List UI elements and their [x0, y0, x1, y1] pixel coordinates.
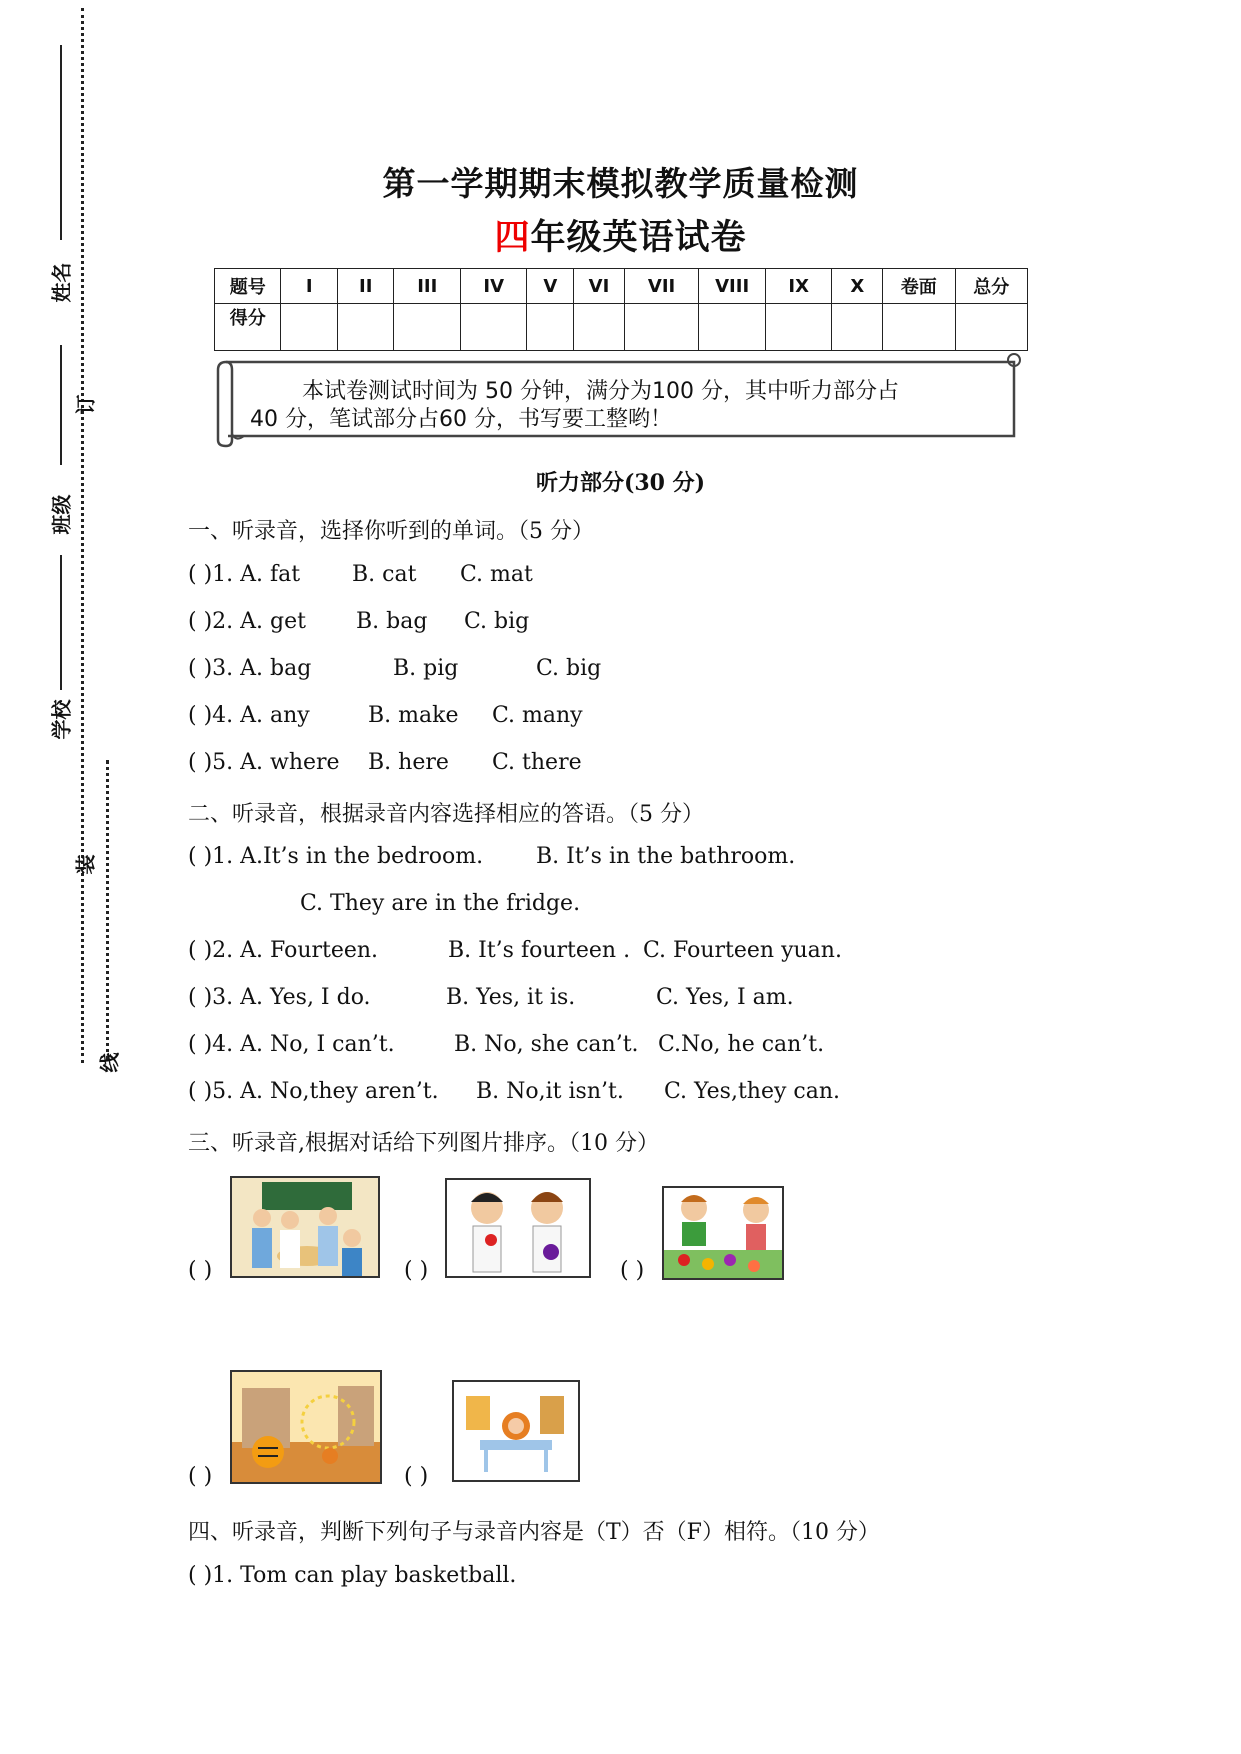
picture-tiger-room — [230, 1370, 382, 1484]
bind-label: 订 — [73, 394, 98, 415]
question-row — [188, 1079, 840, 1104]
score-cell[interactable] — [527, 304, 574, 351]
question-number: ( )3. A. Yes, I do. — [188, 985, 371, 1010]
question-row — [188, 985, 794, 1010]
question-number: ( )2. A. get — [188, 609, 306, 634]
question-number: ( )4. A. No, I can’t. — [188, 1032, 395, 1057]
question-row — [188, 609, 530, 634]
score-cell[interactable] — [337, 304, 394, 351]
school-underline — [60, 555, 62, 690]
question-number: ( )1. A.It’s in the bedroom. — [188, 844, 484, 869]
install-label: 装 — [73, 854, 98, 875]
girls-fruit-illustration — [447, 1180, 589, 1276]
question-number: ( )5. A. No,they aren’t. — [188, 1079, 439, 1104]
option-b: B. No,it isn’t. — [476, 1079, 624, 1104]
header-cell: VI — [574, 269, 625, 304]
score-cell[interactable] — [281, 304, 337, 351]
part2-title: 二、听录音，根据录音内容选择相应的答语。（5 分） — [188, 802, 704, 827]
line-label: 线 — [97, 1052, 122, 1073]
option-c: C.No, he can’t. — [658, 1032, 825, 1057]
header-cell: VIII — [699, 269, 766, 304]
question-row — [188, 750, 582, 775]
option-b: B. cat — [352, 562, 417, 587]
option-b: B. make — [368, 703, 459, 728]
score-cell[interactable] — [765, 304, 832, 351]
exam-notice — [250, 378, 990, 434]
score-cell[interactable] — [955, 304, 1028, 351]
name-label: 姓名 — [49, 262, 74, 303]
option-b: B. It’s in the bathroom. — [536, 844, 796, 869]
answer-bracket[interactable]: ( ) — [404, 1258, 429, 1283]
question-number: ( )1. A. fat — [188, 562, 301, 587]
score-row-label: 得分 — [215, 304, 281, 351]
answer-bracket[interactable]: ( ) — [188, 1464, 213, 1489]
option-b: B. It’s fourteen . — [448, 938, 631, 963]
header-cell: V — [527, 269, 574, 304]
option-c: C. Yes, I am. — [656, 985, 794, 1010]
score-table-score-row — [215, 304, 1028, 351]
option-c: C. there — [492, 750, 582, 775]
class-label: 班级 — [49, 494, 74, 535]
option-b: B. here — [368, 750, 449, 775]
option-c: C. many — [492, 703, 583, 728]
answer-bracket[interactable]: ( ) — [404, 1464, 429, 1489]
header-cell: 卷面 — [883, 269, 955, 304]
score-cell[interactable] — [460, 304, 527, 351]
listening-section-title: 听力部分(30 分) — [535, 470, 706, 496]
question-row — [188, 844, 796, 869]
header-cell: 总分 — [955, 269, 1028, 304]
part3-title: 三、听录音,根据对话给下列图片排序。（10 分） — [188, 1131, 659, 1156]
option-c: C. Yes,they can. — [664, 1079, 840, 1104]
picture-market — [662, 1186, 784, 1280]
exam-title: 第一学期期末模拟教学质量检测 — [382, 164, 859, 203]
option-c: C. They are in the fridge. — [300, 891, 581, 916]
score-table — [214, 268, 1028, 351]
subtitle-rest: 年级英语试卷 — [530, 218, 747, 258]
question-number: ( )4. A. any — [188, 703, 310, 728]
option-b: B. pig — [393, 656, 459, 681]
score-cell[interactable] — [394, 304, 461, 351]
header-cell: I — [281, 269, 337, 304]
header-cell: III — [394, 269, 461, 304]
score-cell[interactable] — [699, 304, 766, 351]
market-illustration — [664, 1188, 782, 1278]
notice-line2: 40 分，笔试部分占60 分，书写要工整哟！ — [250, 407, 672, 432]
part1-title: 一、听录音，选择你听到的单词。（5 分） — [188, 519, 594, 544]
header-cell: IX — [765, 269, 832, 304]
header-cell: 题号 — [215, 269, 281, 304]
option-c: C. big — [464, 609, 530, 634]
picture-classroom-party — [230, 1176, 380, 1278]
answer-bracket[interactable]: ( ) — [188, 1258, 213, 1283]
classroom-party-illustration — [232, 1178, 378, 1276]
dotted-cut-line-inner — [106, 760, 109, 1060]
header-cell: VII — [624, 269, 699, 304]
score-cell[interactable] — [832, 304, 883, 351]
picture-lion-table — [452, 1380, 580, 1482]
score-cell[interactable] — [883, 304, 955, 351]
class-underline — [60, 345, 62, 465]
option-c: C. big — [536, 656, 602, 681]
question-row — [188, 562, 533, 587]
header-cell: II — [337, 269, 394, 304]
lion-table-illustration — [454, 1382, 578, 1480]
header-cell: X — [832, 269, 883, 304]
tiger-room-illustration — [232, 1372, 380, 1482]
question-row: ( )1. Tom can play basketball. — [188, 1563, 517, 1588]
picture-girls-fruit — [445, 1178, 591, 1278]
option-b: B. No, she can’t. — [454, 1032, 639, 1057]
option-b: B. Yes, it is. — [446, 985, 576, 1010]
question-number: ( )2. A. Fourteen. — [188, 938, 379, 963]
option-c: C. Fourteen yuan. — [643, 938, 842, 963]
question-number: ( )3. A. bag — [188, 656, 312, 681]
grade-number: 四 — [494, 218, 531, 258]
score-cell[interactable] — [574, 304, 625, 351]
header-cell: IV — [460, 269, 527, 304]
question-number: ( )5. A. where — [188, 750, 340, 775]
part4-title: 四、听录音，判断下列句子与录音内容是（T）否（F）相符。（10 分） — [188, 1520, 880, 1545]
exam-subtitle — [0, 210, 1241, 260]
question-row — [188, 656, 602, 681]
answer-bracket[interactable]: ( ) — [620, 1258, 645, 1283]
school-label: 学校 — [49, 699, 74, 740]
question-row — [188, 938, 842, 963]
score-cell[interactable] — [624, 304, 699, 351]
question-row — [188, 703, 583, 728]
option-c: C. mat — [460, 562, 533, 587]
option-b: B. bag — [356, 609, 428, 634]
score-table-header-row — [215, 269, 1028, 304]
notice-line1: 本试卷测试时间为 50 分钟，满分为100 分，其中听力部分占 — [302, 379, 899, 404]
question-row — [188, 1032, 825, 1057]
